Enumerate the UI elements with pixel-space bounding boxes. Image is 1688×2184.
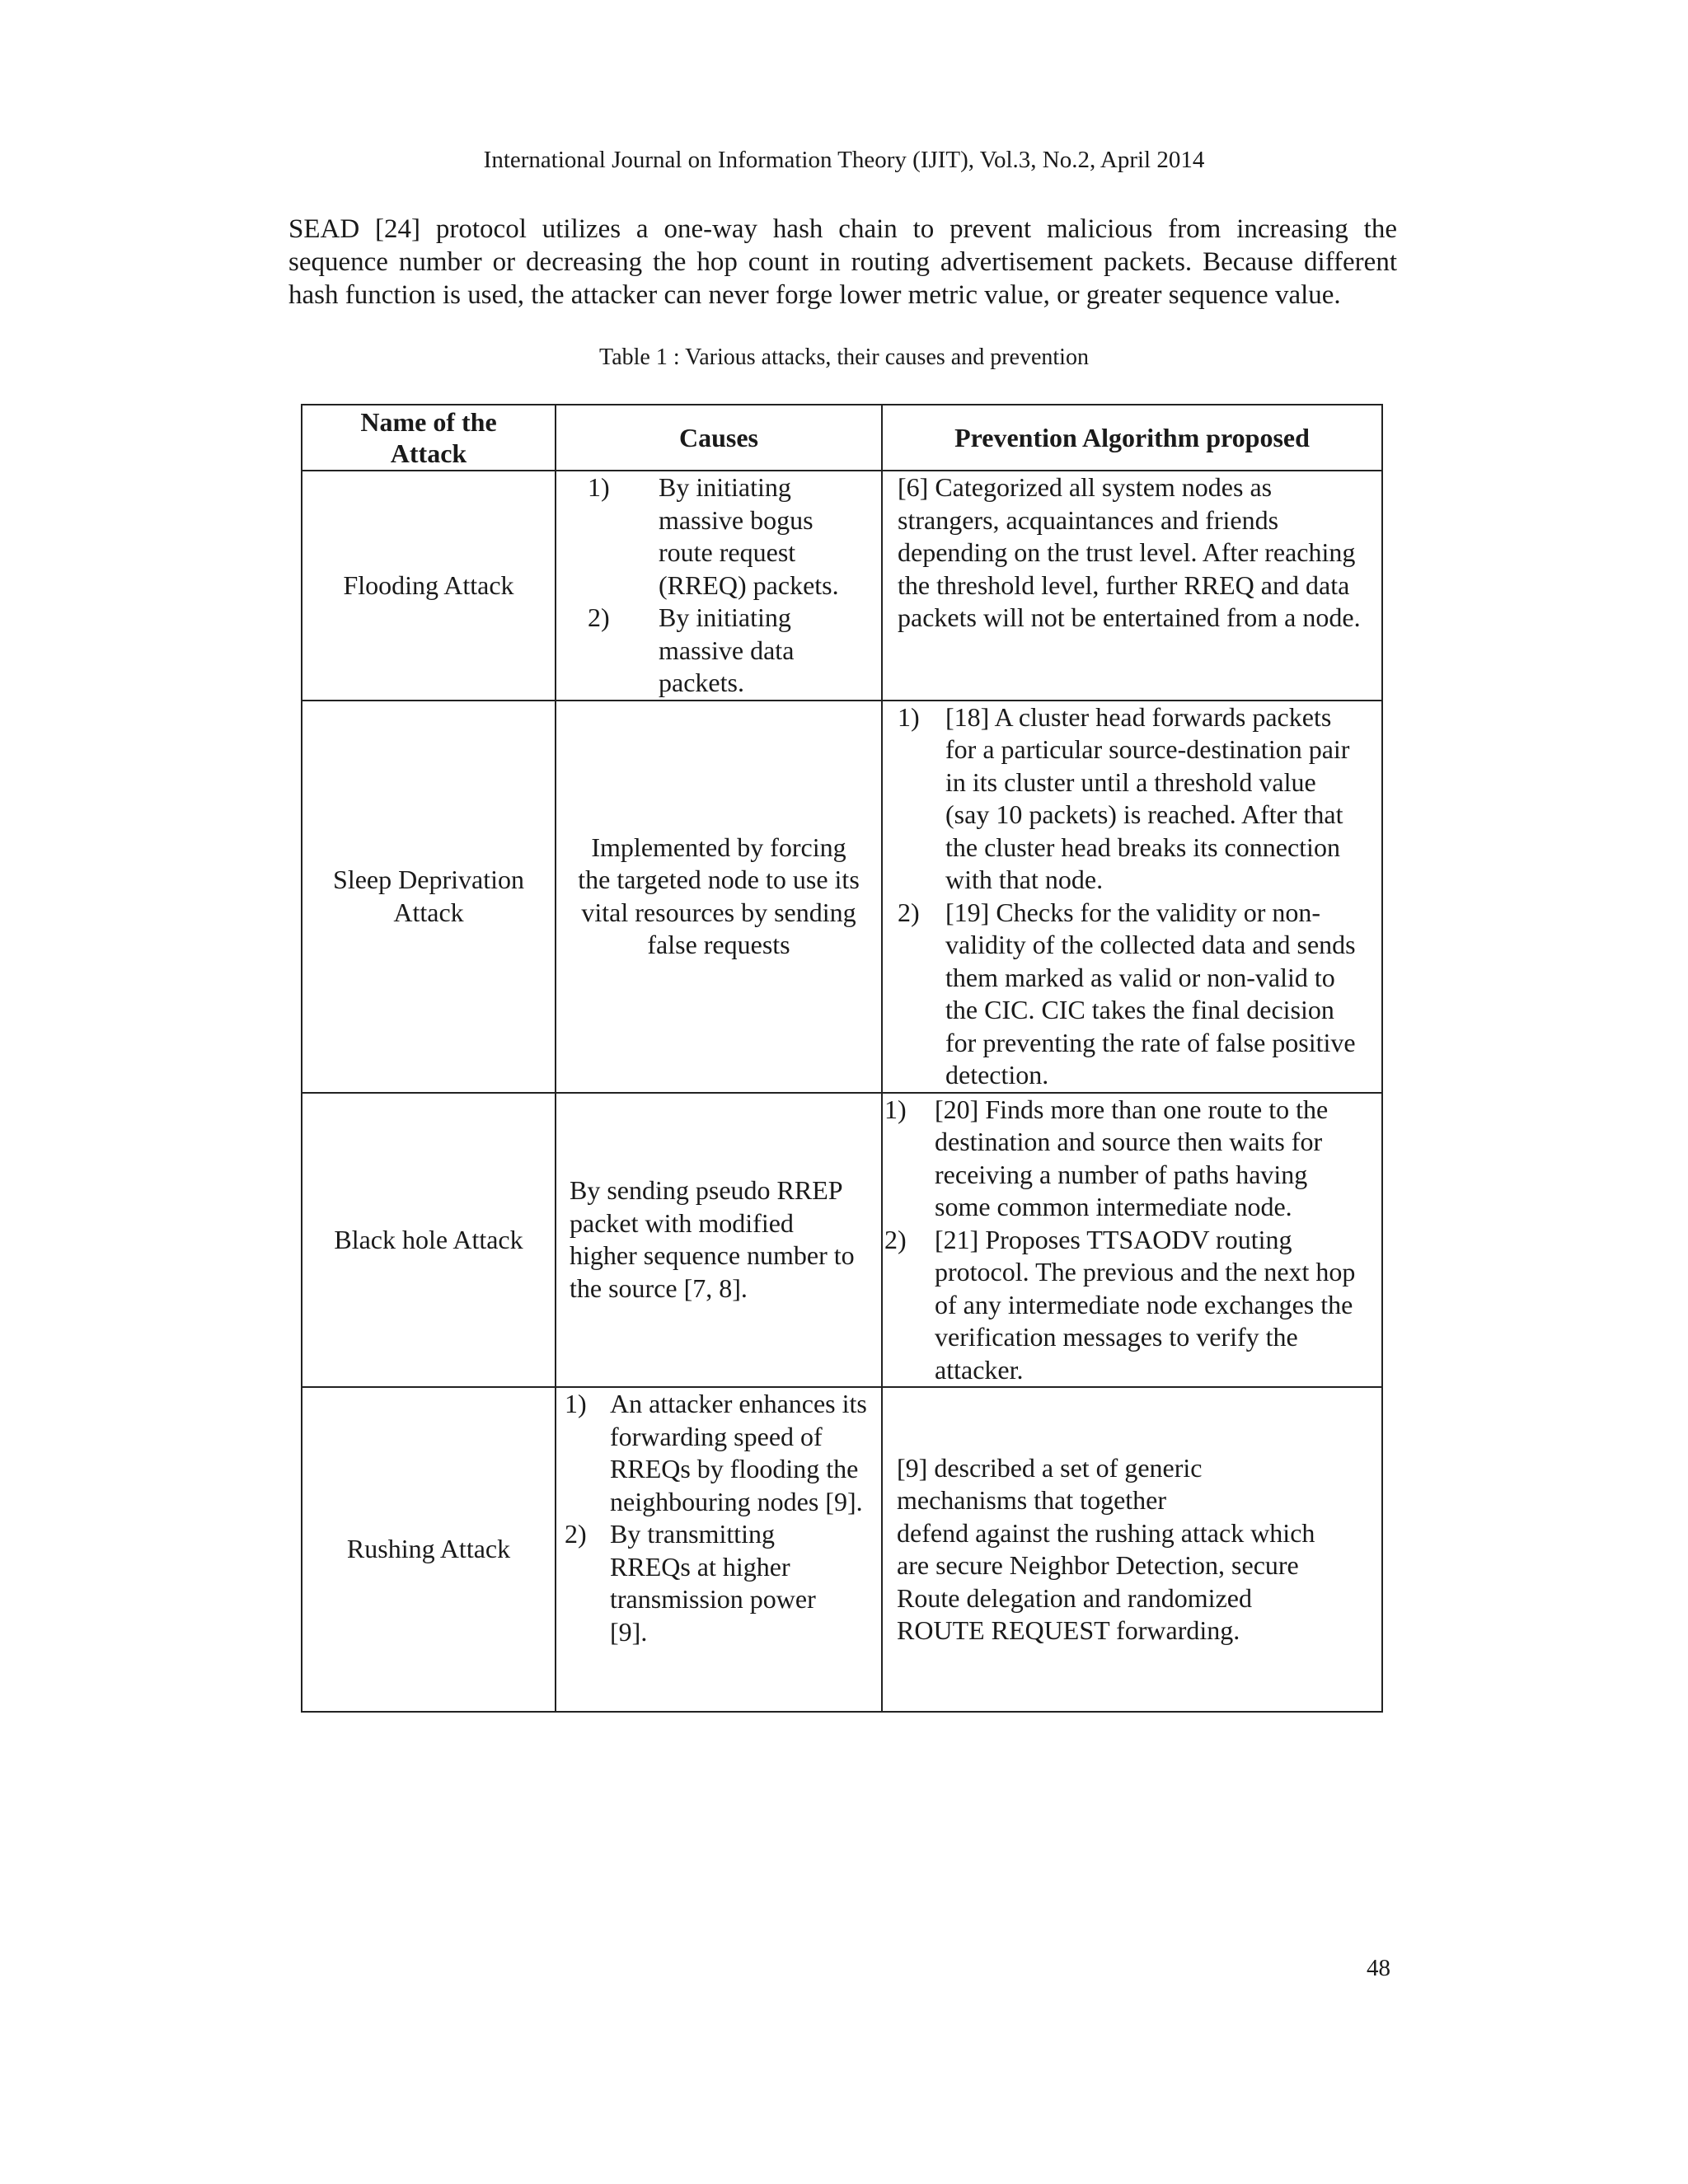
prevention-cell <box>882 1093 1382 1388</box>
causes-list <box>588 471 873 700</box>
journal-header: International Journal on Information Theory (IJIT), Vol.3, No.2, April 2014 <box>483 147 1205 173</box>
body-paragraph <box>288 213 1397 312</box>
prevention-cell: [6] Categorized all system nodes as strangers, acquaintances and friends depending on the trust level. After reaching the threshold level, further RREQ and data packets will not be entertained from a node. <box>882 471 1382 701</box>
item-number: 2) <box>898 897 920 927</box>
list-item <box>898 897 1363 1092</box>
item-number: 2) <box>588 602 610 632</box>
table-row <box>302 1093 1382 1388</box>
list-item <box>565 1518 870 1648</box>
item-number: 1) <box>898 701 920 732</box>
item-text: [20] Finds more than one route to the destination and source then waits for receiving a number of paths having some common intermediate node. <box>935 1094 1329 1221</box>
list-item <box>884 1224 1363 1387</box>
prevention-list <box>898 701 1363 1092</box>
attack-name: Flooding Attack <box>302 471 556 701</box>
causes-list <box>565 1388 870 1648</box>
table-caption: Table 1 : Various attacks, their causes and prevention <box>599 344 1089 370</box>
list-item <box>588 602 873 700</box>
prevention-list <box>884 1094 1363 1387</box>
list-item <box>565 1388 870 1518</box>
item-text: [21] Proposes TTSAODV routing protocol. The previous and the next hop of any intermediate node exchanges the verification messages to verify the attacker. <box>935 1224 1356 1385</box>
attacks-table <box>301 404 1383 1713</box>
item-text-content: By initiating massive bogus route request (RREQ) packets. <box>659 472 839 600</box>
item-text: By transmitting RREQs at higher transmission power [9]. <box>610 1519 816 1647</box>
item-number: 2) <box>884 1224 907 1254</box>
table-header-row <box>302 405 1382 471</box>
item-number: 1) <box>565 1389 587 1418</box>
attack-name: Rushing Attack <box>302 1387 556 1712</box>
prevention-cell <box>882 701 1382 1093</box>
item-number: 1) <box>588 472 610 502</box>
item-number: 1) <box>884 1094 907 1124</box>
causes-cell: By sending pseudo RREP packet with modified higher sequence number to the source [7, 8]. <box>556 1093 882 1388</box>
list-item <box>898 701 1363 897</box>
attack-name: Sleep Deprivation Attack <box>302 701 556 1093</box>
paragraph-line: sequence number or decreasing the hop count in routing advertisement packets. Because different <box>288 247 1397 277</box>
causes-cell: Implemented by forcing the targeted node to use its vital resources by sending false requests <box>556 701 882 1093</box>
table-row <box>302 1387 1382 1712</box>
list-item <box>884 1094 1363 1224</box>
prevention-line: are secure Neighbor Detection, secure <box>897 1550 1299 1580</box>
paragraph-line: hash function is used, the attacker can never forge lower metric value, or greater sequence value. <box>288 280 1341 310</box>
prevention-line: [9] described a set of generic <box>897 1452 1203 1483</box>
prevention-line: Route delegation and randomized <box>897 1582 1252 1613</box>
page-number: 48 <box>1367 1955 1390 1981</box>
table-row <box>302 701 1382 1093</box>
item-text: By initiating massive data packets. <box>659 602 795 697</box>
table-row <box>302 471 1382 701</box>
item-text: [19] Checks for the validity or non-validity of the collected data and sends them marked as valid or non-valid to the CIC. CIC takes the final decision for preventing the rate of false positive detection. <box>945 897 1356 1090</box>
item-text <box>659 471 873 602</box>
prevention-line: ROUTE REQUEST forwarding. <box>897 1615 1240 1645</box>
paragraph-line: SEAD [24] protocol utilizes a one-way hash chain to prevent malicious from increasing the <box>288 214 1397 244</box>
header-attack-name: Name of the Attack <box>302 405 556 471</box>
causes-cell <box>556 1387 882 1712</box>
prevention-line: mechanisms that together <box>897 1485 1167 1515</box>
causes-cell <box>556 471 882 701</box>
header-prevention: Prevention Algorithm proposed <box>882 405 1382 471</box>
prevention-line: defend against the rushing attack which <box>897 1517 1315 1548</box>
item-text: [18] A cluster head forwards packets for a particular source-destination pair in its cluster until a threshold value (say 10 packets) is reached. After that the cluster head breaks its connection with that node. <box>945 701 1350 894</box>
attack-name: Black hole Attack <box>302 1093 556 1388</box>
item-text: An attacker enhances its forwarding speed of RREQs by flooding the neighbouring nodes [9]. <box>610 1389 867 1516</box>
prevention-cell <box>882 1387 1382 1712</box>
header-causes: Causes <box>556 405 882 471</box>
list-item <box>588 471 873 602</box>
item-number: 2) <box>565 1519 587 1549</box>
